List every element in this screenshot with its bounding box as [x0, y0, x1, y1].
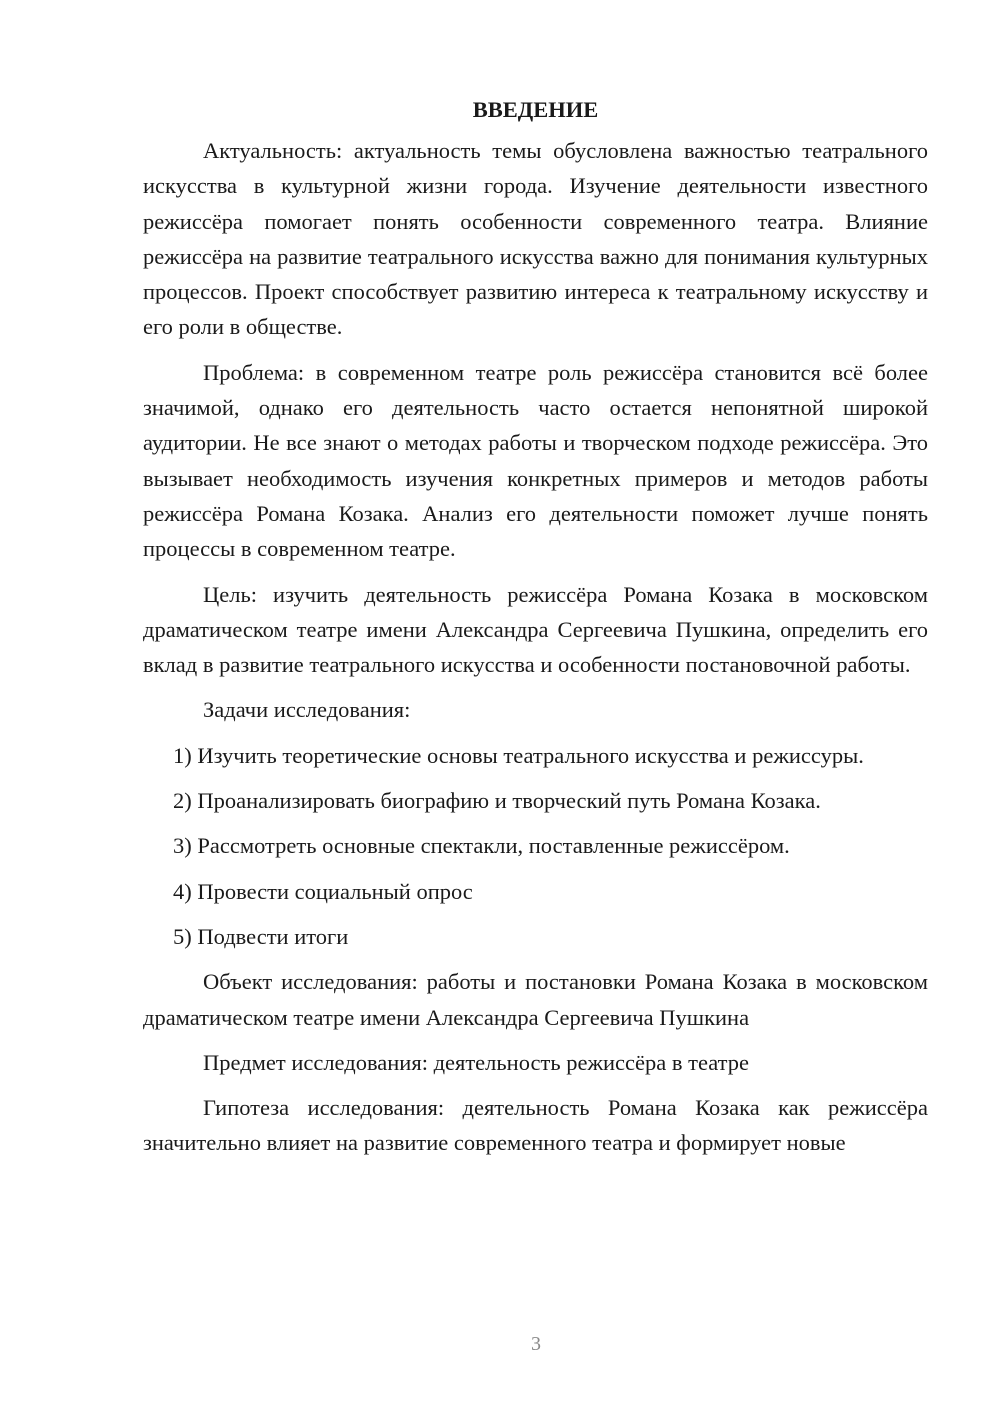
task-item: 2) Проанализировать биографию и творческий путь Романа Козака. [173, 788, 821, 814]
task-item: 5) Подвести итоги [173, 923, 349, 949]
task-item: 4) Провести социальный опрос [173, 878, 473, 904]
paragraph-object: Объект исследования: работы и постановки Романа Козака в московском драматическом театре имени Александра Сергеевича Пушкина [143, 969, 928, 1030]
page-number: 3 [531, 1333, 541, 1355]
section-title: ВВЕДЕНИЕ [472, 97, 599, 122]
task-item: 3) Рассмотреть основные спектакли, поставленные режиссёром. [173, 833, 790, 859]
paragraph-relevance: Актуальность: актуальность темы обусловлена важностью театрального искусства в культурной жизни города. Изучение деятельности известного режиссёра помогает понять особенности современного театра. Влияние режиссёра на развитие театрального искусства важно для понимания культурных процессов. Проект способствует развитию интереса к театральному искусству и его роли в обществе. [143, 138, 928, 340]
paragraph-tasks-heading: Задачи исследования: [203, 697, 411, 723]
paragraph-problem: Проблема: в современном театре роль режиссёра становится всё более значимой, однако его деятельность часто остается непонятной широкой аудитории. Не все знают о методах работы и творческом подходе режиссёра. Это вызывает необходимость изучения конкретных примеров и методов работы режиссёра Романа Козака. Анализ его деятельности поможет лучше понять процессы в современном театре. [143, 359, 928, 562]
document-page [143, 92, 928, 1171]
task-item: 1) Изучить теоретические основы театрального искусства и режиссуры. [173, 742, 864, 768]
paragraph-goal: Цель: изучить деятельность режиссёра Романа Козака в московском драматическом театре имени Александра Сергеевича Пушкина, определить его вклад в развитие театрального искусства и особенности постановочной работы. [143, 581, 928, 678]
paragraph-hypothesis: Гипотеза исследования: деятельность Романа Козака как режиссёра значительно влияет на развитие современного театра и формирует новые [143, 1095, 928, 1156]
paragraph-subject: Предмет исследования: деятельность режиссёра в театре [203, 1049, 749, 1075]
